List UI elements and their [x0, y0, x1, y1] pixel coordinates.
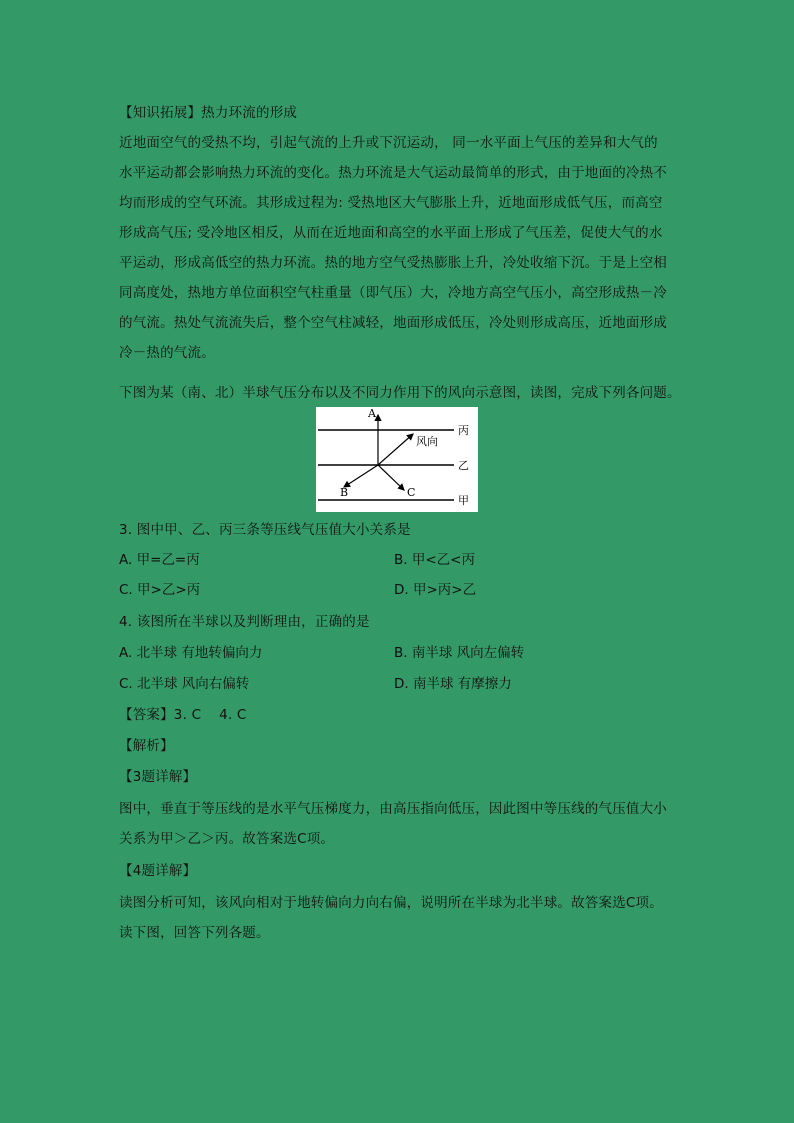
paragraph-line: 的气流。热处气流流失后，整个空气柱减轻，地面形成低压，冷处则形成高压，近地面形成: [119, 315, 667, 331]
paragraph-line: 水平运动都会影响热力环流的变化。热力环流是大气运动最简单的形式，由于地面的冷热不: [119, 165, 667, 181]
next-question-intro: 读下图，回答下列各题。: [119, 925, 270, 941]
label-bing: 丙: [458, 424, 469, 437]
question-4-option-c: C. 北半球 风向右偏转: [119, 676, 250, 692]
paragraph-line: 冷－热的气流。: [119, 345, 215, 361]
paragraph-line: 近地面空气的受热不均，引起气流的上升或下沉运动， 同一水平面上气压的差异和大气的: [119, 135, 658, 151]
label-b: B: [340, 486, 349, 499]
label-c: C: [407, 486, 416, 499]
question-3-option-c: C. 甲>乙>丙: [119, 582, 201, 598]
question-3-option-a: A. 甲=乙=丙: [119, 552, 200, 568]
analysis-heading: 【解析】: [119, 738, 174, 754]
question-3-option-d: D. 甲>丙>乙: [394, 582, 477, 598]
wind-direction-diagram: [316, 407, 478, 512]
paragraph-line: 形成高气压; 受冷地区相反，从而在近地面和高空的水平面上形成了气压差，促使大气的水: [119, 225, 663, 241]
detail-4-line: 读图分析可知，该风向相对于地转偏向力向右偏，说明所在半球为北半球。故答案选C项。: [119, 895, 663, 911]
paragraph-line: 同高度处，热地方单位面积空气柱重量（即气压）大，冷地方高空气压小，高空形成热－冷: [119, 285, 667, 301]
question-4-option-d: D. 南半球 有摩擦力: [394, 676, 512, 692]
detail-4-heading: 【4题详解】: [119, 863, 197, 879]
figure-intro: 下图为某（南、北）半球气压分布以及不同力作用下的风向示意图，读图，完成下列各问题。: [119, 385, 681, 401]
vector-b: [344, 465, 378, 487]
answer-line: 【答案】3. C 4. C: [119, 707, 247, 723]
question-3-stem: 3. 图中甲、乙、丙三条等压线气压值大小关系是: [119, 522, 411, 538]
detail-3-line: 关系为甲＞乙＞丙。故答案选C项。: [119, 831, 335, 847]
label-yi: 乙: [458, 459, 469, 472]
question-4-stem: 4. 该图所在半球以及判断理由，正确的是: [119, 614, 370, 630]
section-heading: 【知识拓展】热力环流的形成: [119, 105, 298, 121]
paragraph-line: 平运动，形成高低空的热力环流。热的地方空气受热膨胀上升，冷处收缩下沉。于是上空相: [119, 255, 667, 271]
vector-wind: [378, 434, 413, 465]
paragraph-line: 均而形成的空气环流。其形成过程为: 受热地区大气膨胀上升，近地面形成低气压，而高空: [119, 195, 663, 211]
detail-3-line: 图中，垂直于等压线的是水平气压梯度力，由高压指向低压，因此图中等压线的气压值大小: [119, 801, 667, 817]
label-jia: 甲: [458, 494, 469, 507]
label-a: A: [368, 407, 376, 420]
question-4-option-b: B. 南半球 风向左偏转: [394, 645, 525, 661]
label-wind: 风向: [416, 435, 438, 448]
detail-3-heading: 【3题详解】: [119, 769, 197, 785]
vector-c: [378, 465, 404, 490]
question-3-option-b: B. 甲<乙<丙: [394, 552, 475, 568]
question-4-option-a: A. 北半球 有地转偏向力: [119, 645, 263, 661]
